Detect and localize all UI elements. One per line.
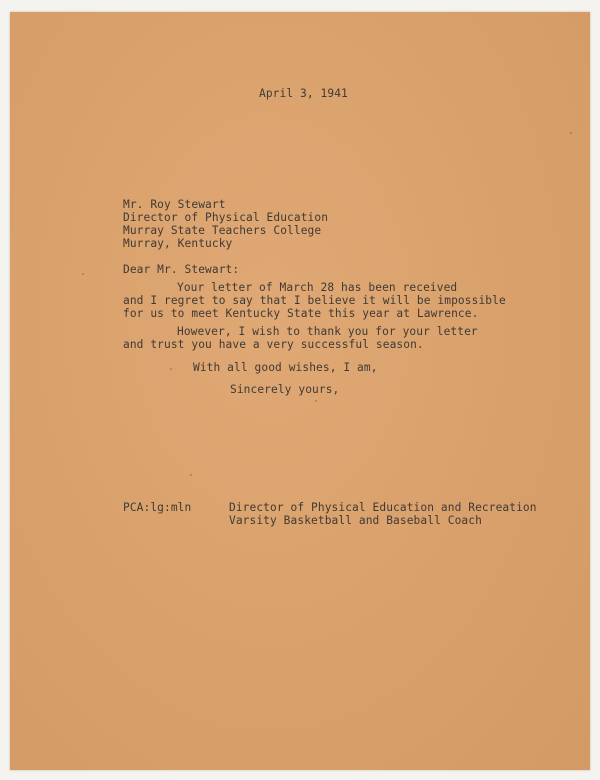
recipient-name: Mr. Roy Stewart xyxy=(123,198,226,211)
paper-speck xyxy=(82,273,84,275)
paragraph-2-line-2: and trust you have a very successful season. xyxy=(123,338,424,351)
paragraph-1-line-1: Your letter of March 28 has been received xyxy=(177,281,458,294)
paragraph-2-line-1: However, I wish to thank you for your letter xyxy=(177,325,478,338)
signature-title-line-1: Director of Physical Education and Recreation xyxy=(229,501,537,514)
recipient-title: Director of Physical Education xyxy=(123,211,329,224)
paragraph-1-line-2: and I regret to say that I believe it will be impossible xyxy=(123,294,506,307)
paragraph-1-line-3: for us to meet Kentucky State this year at Lawrence. xyxy=(123,307,479,320)
letter-date: April 3, 1941 xyxy=(259,87,348,100)
recipient-location: Murray, Kentucky xyxy=(123,237,233,250)
paper-speck xyxy=(570,132,572,134)
paper-speck xyxy=(190,474,192,476)
reference-initials: PCA:lg:mln xyxy=(123,501,192,514)
signature-title-line-2: Varsity Basketball and Baseball Coach xyxy=(229,514,482,527)
good-wishes-line: With all good wishes, I am, xyxy=(193,361,378,374)
salutation: Dear Mr. Stewart: xyxy=(123,263,240,276)
complimentary-close: Sincerely yours, xyxy=(230,383,340,396)
recipient-institution: Murray State Teachers College xyxy=(123,224,322,237)
paper-speck xyxy=(170,368,172,370)
paper-speck xyxy=(315,400,317,402)
